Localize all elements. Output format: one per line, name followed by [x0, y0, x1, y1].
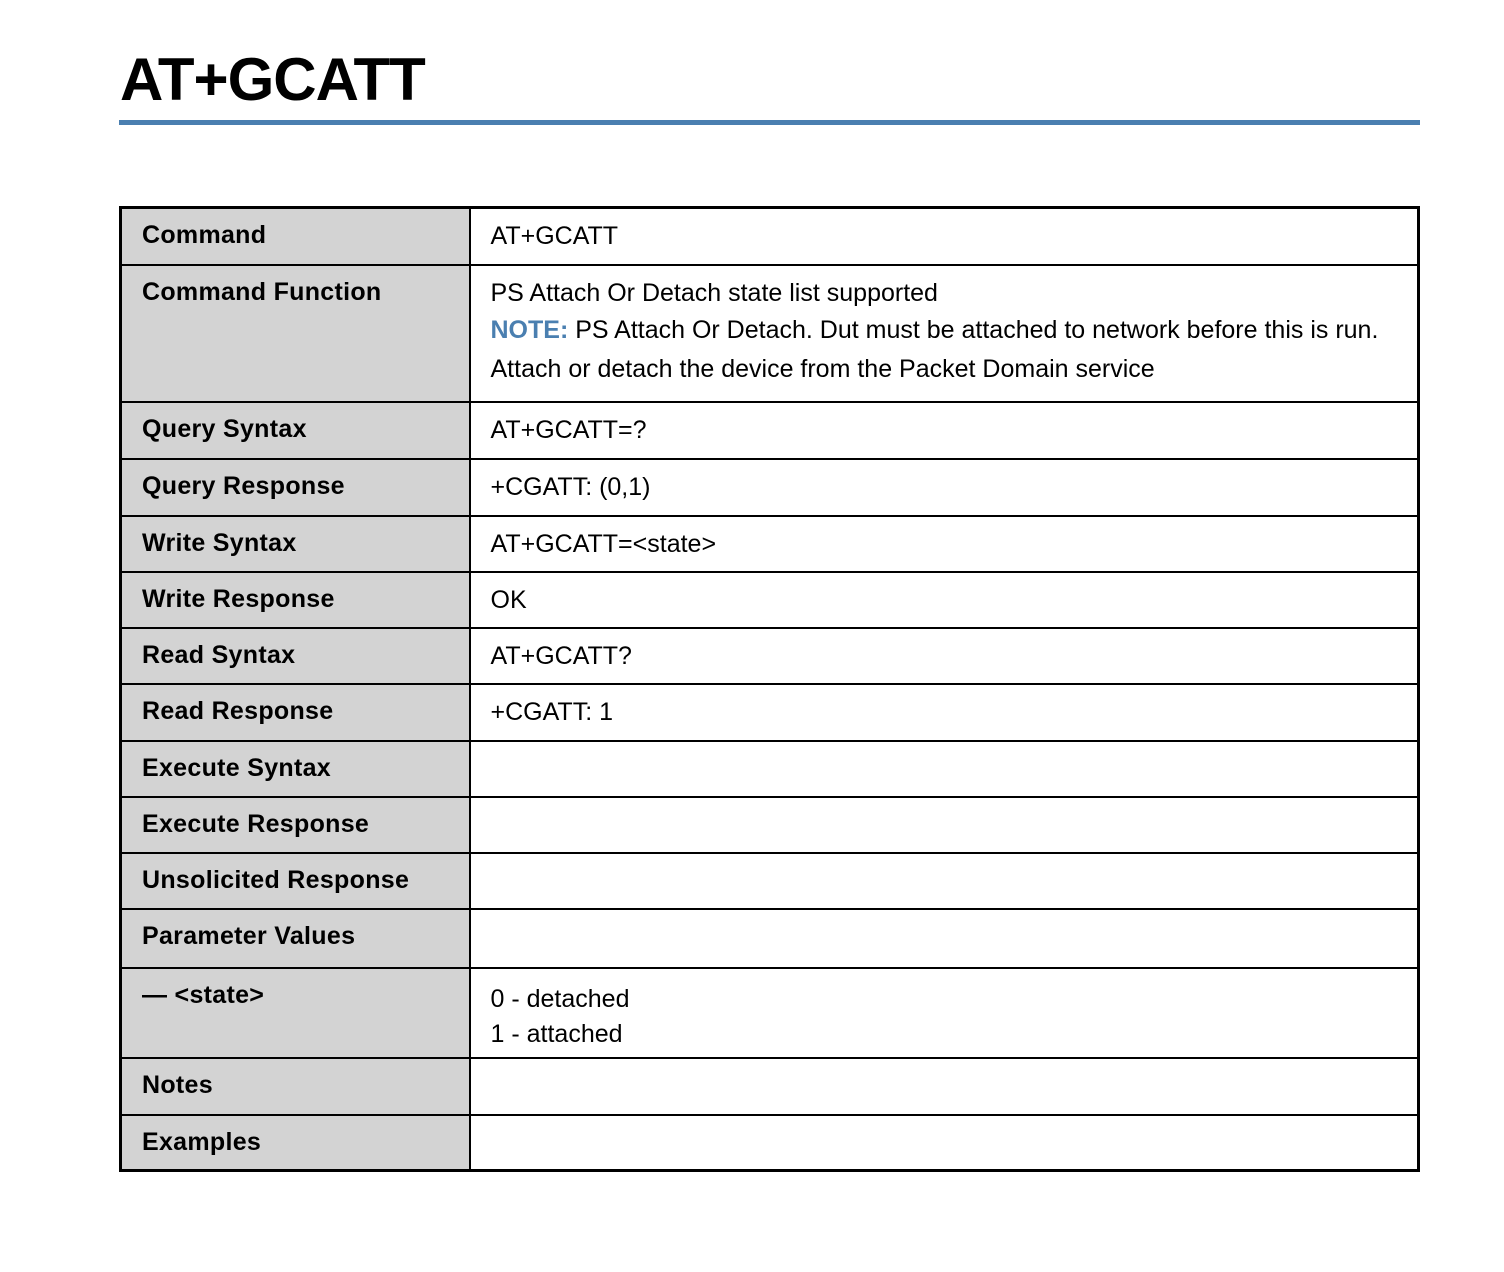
page-title: AT+GCATT [120, 46, 425, 113]
row-value [470, 968, 1419, 1058]
title-divider [119, 120, 1420, 125]
row-label: Parameter Values [121, 909, 470, 968]
row-value [470, 741, 1419, 797]
row-value [470, 1058, 1419, 1115]
note-text: PS Attach Or Detach. Dut must be attached to network before this is run. [568, 315, 1379, 344]
table-row [121, 459, 1419, 516]
function-detail: Attach or detach the device from the Packet Domain service [490, 354, 1155, 383]
table-row [121, 516, 1419, 572]
row-label: Read Syntax [121, 628, 470, 684]
row-label: Unsolicited Response [121, 853, 470, 909]
row-value: AT+GCATT=? [470, 402, 1419, 459]
row-value: OK [470, 572, 1419, 628]
row-label: Command Function [121, 265, 470, 402]
function-description: PS Attach Or Detach state list supported [490, 278, 938, 307]
row-label: Read Response [121, 684, 470, 741]
state-option: 1 - attached [490, 1019, 623, 1048]
row-label: Execute Syntax [121, 741, 470, 797]
table-row [121, 797, 1419, 853]
note-label: NOTE: [490, 315, 569, 344]
table-row [121, 909, 1419, 968]
function-note [491, 316, 1398, 345]
row-value: +CGATT: 1 [470, 684, 1419, 741]
row-value: AT+GCATT=<state> [470, 516, 1419, 572]
row-label: Query Response [121, 459, 470, 516]
row-label: Examples [121, 1115, 470, 1171]
table-row [121, 853, 1419, 909]
table-row [121, 402, 1419, 459]
table-row [121, 208, 1419, 265]
table-row [121, 1115, 1419, 1171]
table-row [121, 741, 1419, 797]
table-row [121, 1058, 1419, 1115]
table-row [121, 968, 1419, 1058]
state-option: 0 - detached [490, 984, 630, 1013]
row-label: Command [121, 208, 470, 265]
row-value: AT+GCATT? [470, 628, 1419, 684]
row-label: Query Syntax [121, 402, 470, 459]
row-value: AT+GCATT [470, 208, 1419, 265]
row-value [470, 853, 1419, 909]
row-value [470, 1115, 1419, 1171]
row-value: +CGATT: (0,1) [470, 459, 1419, 516]
row-value [470, 797, 1419, 853]
row-value [470, 909, 1419, 968]
table-row [121, 265, 1419, 402]
table-row [121, 684, 1419, 741]
table-row [121, 628, 1419, 684]
row-label: Write Syntax [121, 516, 470, 572]
row-label: Execute Response [121, 797, 470, 853]
row-label: — <state> [121, 968, 470, 1058]
table-row [121, 572, 1419, 628]
command-spec-table [119, 206, 1420, 1172]
row-label: Write Response [121, 572, 470, 628]
row-value [470, 265, 1419, 402]
row-label: Notes [121, 1058, 470, 1115]
